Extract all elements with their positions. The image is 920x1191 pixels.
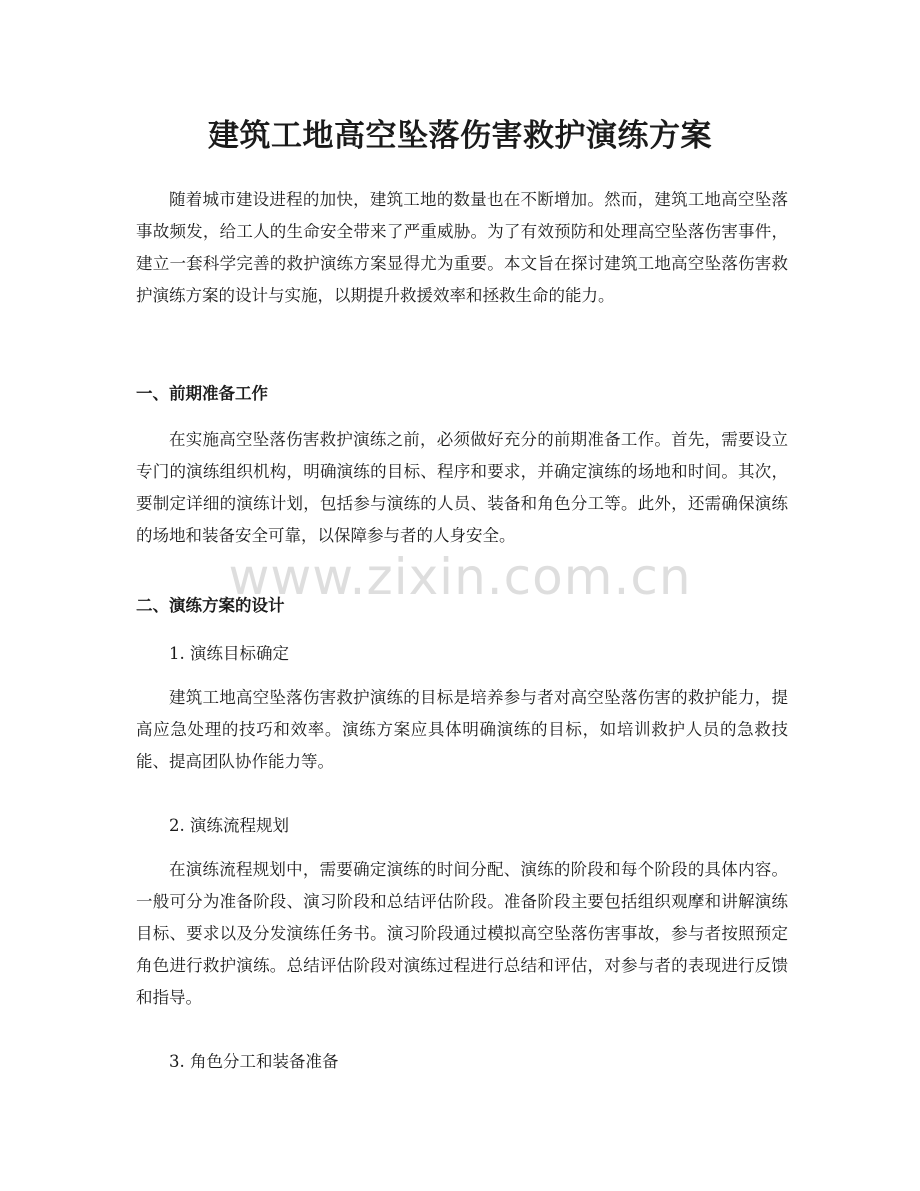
process-paragraph: 在演练流程规划中，需要确定演练的时间分配、演练的阶段和每个阶段的具体内容。一般可分为准备阶段、演习阶段和总结评估阶段。准备阶段主要包括组织观摩和讲解演练目标、要求以及分发演练任务书。演习阶段通过模拟高空坠落伤害事故，参与者按照预定角色进行救护演练。总结评估阶段对演练过程进行总结和评估，对参与者的表现进行反馈和指导。 bbox=[136, 860, 788, 1007]
goal-paragraph: 建筑工地高空坠落伤害救护演练的目标是培养参与者对高空坠落伤害的救护能力，提高应急处理的技巧和效率。演练方案应具体明确演练的目标，如培训救护人员的急救技能、提高团队协作能力等。 bbox=[136, 688, 788, 771]
document-title: 建筑工地高空坠落伤害救护演练方案 bbox=[208, 118, 712, 154]
subheading-roles: 3. 角色分工和装备准备 bbox=[169, 1052, 339, 1071]
section-heading-design: 二、演练方案的设计 bbox=[136, 596, 285, 615]
subheading-process: 2. 演练流程规划 bbox=[169, 816, 289, 835]
subheading-goal: 1. 演练目标确定 bbox=[169, 644, 289, 663]
intro-paragraph: 随着城市建设进程的加快，建筑工地的数量也在不断增加。然而，建筑工地高空坠落事故频发，给工人的生命安全带来了严重威胁。为了有效预防和处理高空坠落伤害事件，建立一套科学完善的救护演练方案显得尤为重要。本文旨在探讨建筑工地高空坠落伤害救护演练方案的设计与实施，以期提升救援效率和拯救生命的能力。 bbox=[136, 190, 788, 305]
section-heading-preparation: 一、前期准备工作 bbox=[136, 384, 268, 403]
preparation-paragraph: 在实施高空坠落伤害救护演练之前，必须做好充分的前期准备工作。首先，需要设立专门的演练组织机构，明确演练的目标、程序和要求，并确定演练的场地和时间。其次，要制定详细的演练计划，包括参与演练的人员、装备和角色分工等。此外，还需确保演练的场地和装备安全可靠，以保障参与者的人身安全。 bbox=[136, 430, 788, 545]
watermark: www.zixin.com.cn bbox=[228, 548, 692, 606]
